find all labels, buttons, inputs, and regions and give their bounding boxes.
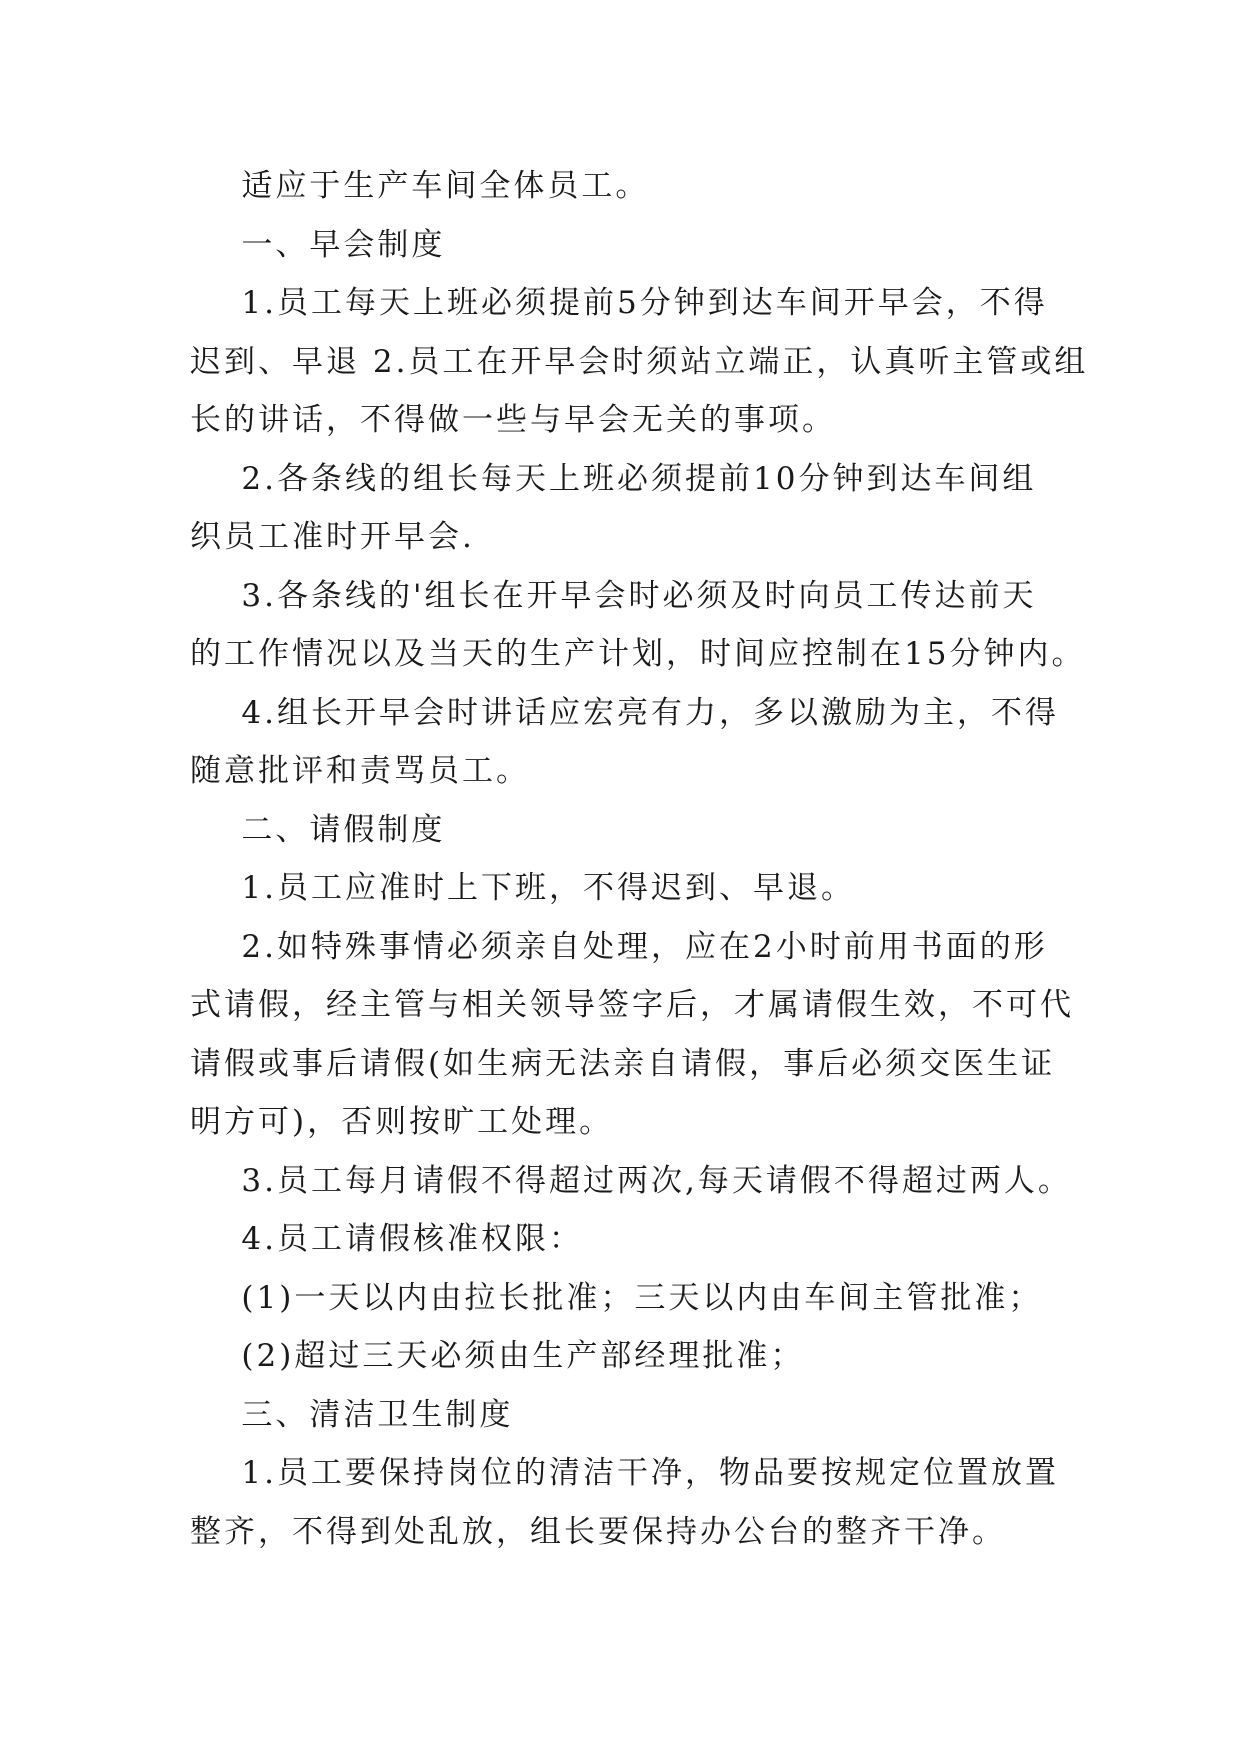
- paragraph-leave-rule-4-item-2: (2)超过三天必须由生产部经理批准；: [190, 1338, 805, 1374]
- paragraph-leave-rule-4: 4.员工请假核准权限：: [190, 1221, 583, 1257]
- paragraph-cleaning-rule-1: 1.员工要保持岗位的清洁干净，物品要按规定位置放置 整齐，不得到处乱放，组长要保持办公台的整齐干净。: [190, 1455, 1059, 1550]
- paragraph-meeting-rule-2: 2.各条线的组长每天上班必须提前10分钟到达车间组 织员工准时开早会.: [190, 460, 1037, 555]
- paragraph-leave-rule-2: 2.如特殊事情必须亲自处理，应在2小时前用书面的形 式请假，经主管与相关领导签字后，才属请假生效，不可代 请假或事后请假(如生病无法亲自请假，事后必须交医生证 明方可)，否则按旷工处理。: [190, 928, 1074, 1140]
- paragraph-leave-rule-4-item-1: (1)一天以内由拉长批准；三天以内由车间主管批准；: [190, 1279, 1043, 1316]
- heading-morning-meeting: 一、早会制度: [190, 226, 446, 263]
- heading-cleaning-policy: 三、清洁卫生制度: [190, 1396, 514, 1433]
- heading-leave-policy: 二、请假制度: [190, 811, 446, 848]
- document-body: [190, 157, 1089, 1561]
- paragraph-scope: 适应于生产车间全体员工。: [190, 168, 650, 204]
- paragraph-leave-rule-1: 1.员工应准时上下班，不得迟到、早退。: [190, 870, 855, 906]
- paragraph-meeting-rule-4: 4.组长开早会时讲话应宏亮有力，多以激励为主，不得 随意批评和责骂员工。: [190, 694, 1059, 789]
- paragraph-leave-rule-3: 3.员工每月请假不得超过两次,每天请假不得超过两人。: [190, 1162, 1072, 1199]
- paragraph-meeting-rule-1: 1.员工每天上班必须提前5分钟到达车间开早会，不得 迟到、早退 2.员工在开早会时须站立端正，认真听主管或组 长的讲话，不得做一些与早会无关的事项。: [190, 285, 1089, 438]
- paragraph-meeting-rule-3: 3.各条线的'组长在开早会时必须及时向员工传达前天 的工作情况以及当天的生产计划，时间应控制在15分钟内。: [190, 577, 1086, 672]
